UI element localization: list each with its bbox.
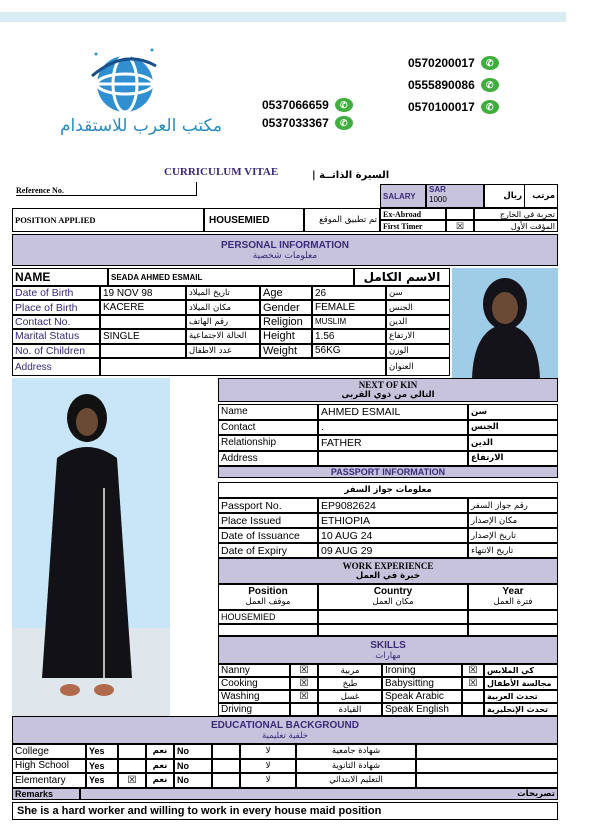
kin-value: FATHER (318, 435, 468, 451)
personal-label: Marital Status (12, 329, 100, 343)
kin-value (318, 451, 468, 467)
work-entry-empty (218, 624, 318, 636)
edu-yes-checkbox[interactable]: ☒ (118, 773, 146, 788)
skill-label-2: Speak Arabic (382, 690, 462, 703)
edu-yes-label: Yes (86, 773, 118, 788)
work-col-year (468, 584, 558, 610)
salary-label-ar: ريال (484, 184, 524, 208)
edu-no-checkbox[interactable] (212, 759, 240, 774)
personal-label: Date of Birth (12, 286, 100, 300)
passport-label: Passport No. (218, 498, 318, 513)
skills-title-ar: مهارات (375, 650, 401, 661)
work-entry-year (468, 610, 558, 624)
edu-yes-label: Yes (86, 744, 118, 759)
personal-label-2: Height (260, 329, 312, 343)
skills-title: SKILLS (370, 639, 406, 651)
work-col-position (218, 584, 318, 610)
remarks-label-ar: تصريحات (80, 788, 558, 800)
passport-value: ETHIOPIA (318, 513, 468, 528)
skill-checkbox-2[interactable] (462, 703, 484, 716)
edu-level-ar: شهادة الثانوية (296, 759, 416, 774)
passport-label-ar: رقم جواز السفر (468, 498, 558, 513)
skill-checkbox[interactable]: ☒ (290, 690, 318, 703)
skill-checkbox[interactable] (290, 703, 318, 716)
kin-title: NEXT OF KIN (358, 380, 418, 390)
first-timer-check[interactable]: ☒ (446, 220, 474, 232)
globe-logo-icon (90, 46, 160, 116)
skill-checkbox[interactable]: ☒ (290, 677, 318, 690)
phone-number: 0537066659 (262, 98, 329, 112)
ex-abroad-check[interactable] (446, 208, 474, 220)
personal-label-ar: رقم الهاتف (186, 315, 260, 329)
edu-empty (416, 744, 558, 759)
edu-yes-checkbox[interactable] (118, 759, 146, 774)
personal-value-2: 26 (312, 286, 386, 300)
personal-label-ar: عدد الاطفال (186, 344, 260, 358)
personal-value-2: MUSLIM (312, 315, 386, 329)
work-col-country-label: Country (373, 586, 413, 597)
skill-checkbox[interactable]: ☒ (290, 664, 318, 677)
portrait-photo (452, 268, 558, 378)
work-col-position-ar: موقف العمل (245, 597, 291, 607)
address-value (100, 358, 386, 376)
work-col-country-ar: مكان العمل (372, 597, 414, 607)
work-col-position-label: Position (248, 586, 288, 597)
personal-label-ar-2: سن (386, 286, 450, 300)
personal-label-ar-2: الوزن (386, 344, 450, 358)
passport-label-ar: تاريخ الإصدار (468, 528, 558, 543)
first-timer-ar: المؤقت الأول (474, 220, 558, 232)
phones-left (262, 98, 353, 130)
work-title-ar: خبرة في العمل (355, 571, 421, 581)
personal-label-ar: تاريخ الميلاد (186, 286, 260, 300)
personal-label-ar-2: الارتفاع (386, 329, 450, 343)
skill-label-ar-2: تحدث الإنجليزية (484, 703, 558, 716)
salary-label: SALARY (380, 184, 426, 208)
skill-label-ar-2: كي الملابس (484, 664, 558, 677)
skill-label-2: Babysitting (382, 677, 462, 690)
edu-yes-ar: نعم (146, 744, 174, 759)
passport-value: EP9082624 (318, 498, 468, 513)
name-label-ar: الاسم الكامل (354, 268, 450, 286)
whatsapp-icon: ✆ (335, 116, 353, 130)
kin-label-ar: الجنس (468, 420, 558, 436)
top-banner (0, 12, 566, 22)
reference-label: Reference No. (16, 186, 196, 196)
edu-no-ar: لا (240, 773, 296, 788)
personal-info-header (12, 234, 558, 266)
edu-no-ar: لا (240, 759, 296, 774)
edu-no-label: No (174, 773, 212, 788)
personal-value: KACERE (100, 300, 186, 314)
personal-value-2: FEMALE (312, 300, 386, 314)
edu-no-label: No (174, 759, 212, 774)
kin-label: Address (218, 451, 318, 467)
whatsapp-icon: ✆ (481, 78, 499, 92)
skill-label-ar-2: تحدث العربية (484, 690, 558, 703)
edu-level-ar: شهادة جامعية (296, 744, 416, 759)
passport-label-ar: تاريخ الانتهاء (468, 543, 558, 558)
position-value: HOUSEMIED (204, 208, 304, 232)
personal-info-title-ar: معلومات شخصية (252, 250, 318, 261)
passport-label: Place Issued (218, 513, 318, 528)
skill-label-2: Speak English (382, 703, 462, 716)
education-title: EDUCATIONAL BACKGROUND (211, 719, 359, 731)
edu-empty (416, 759, 558, 774)
personal-label: Place of Birth (12, 300, 100, 314)
passport-label-ar: مكان الإصدار (468, 513, 558, 528)
phone-number: 0537033367 (262, 116, 329, 130)
full-body-photo (12, 378, 170, 716)
edu-level: High School (12, 759, 86, 774)
salary-currency: SAR (429, 185, 446, 194)
passport-header: PASSPORT INFORMATION (218, 466, 558, 478)
work-col-year-ar: فترة العمل (493, 597, 533, 607)
whatsapp-icon: ✆ (335, 98, 353, 112)
personal-label-ar: مكان الميلاد (186, 300, 260, 314)
kin-label: Relationship (218, 435, 318, 451)
edu-no-label: No (174, 744, 212, 759)
skill-label: Washing (218, 690, 290, 703)
edu-no-checkbox[interactable] (212, 773, 240, 788)
position-label-ar: تم تطبيق الموقع (304, 208, 380, 232)
personal-info-title: PERSONAL INFORMATION (221, 239, 349, 251)
passport-label: Date of Expiry (218, 543, 318, 558)
passport-title-ar: معلومات جواز السفر (218, 482, 558, 498)
work-entry-position: HOUSEMIED (218, 610, 318, 624)
work-col-country (318, 584, 468, 610)
skill-label: Cooking (218, 677, 290, 690)
cv-title: CURRICULUM VITAE (164, 166, 279, 178)
kin-label-ar: الدين (468, 435, 558, 451)
full-body-figure-icon (12, 378, 170, 716)
skill-checkbox-2[interactable] (462, 690, 484, 703)
education-title-ar: خلفية تعليمية (261, 730, 309, 741)
personal-label-ar-2: الجنس (386, 300, 450, 314)
salary-label-ar2: مرتب (524, 184, 558, 208)
phone-number: 0555890086 (408, 78, 475, 92)
edu-yes-ar: نعم (146, 773, 174, 788)
personal-value (100, 344, 186, 358)
remarks-label: Remarks (12, 788, 80, 800)
salary-amount: 1000 (429, 195, 447, 204)
skill-label: Driving (218, 703, 290, 716)
kin-label: Name (218, 404, 318, 420)
personal-value (100, 315, 186, 329)
personal-label-2: Weight (260, 344, 312, 358)
skill-label-ar: مربية (318, 664, 382, 677)
phones-right (408, 56, 499, 114)
remarks-text: She is a hard worker and willing to work in every house maid position (12, 802, 558, 820)
name-label: NAME (12, 268, 108, 286)
skill-label-2: Ironing (382, 664, 462, 677)
work-entry-country (318, 610, 468, 624)
ex-abroad-label: Ex-Abroad (380, 208, 446, 220)
work-title: WORK EXPERIENCE (342, 561, 434, 571)
personal-label-2: Religion (260, 315, 312, 329)
education-header (12, 716, 558, 744)
skill-checkbox-2[interactable]: ☒ (462, 677, 484, 690)
position-label: POSITION APPLIED (12, 208, 204, 232)
personal-value: 19 NOV 98 (100, 286, 186, 300)
kin-label: Contact (218, 420, 318, 436)
personal-label-ar-2: الدين (386, 315, 450, 329)
portrait-figure-icon (452, 268, 558, 378)
kin-value: AHMED ESMAIL (318, 404, 468, 420)
personal-label-2: Gender (260, 300, 312, 314)
divider (196, 182, 197, 196)
work-header (218, 558, 558, 584)
personal-value-2: 56KG (312, 344, 386, 358)
personal-label-ar: الحالة الاجتماعية (186, 329, 260, 343)
personal-label-2: Age (260, 286, 312, 300)
ex-abroad-ar: تجربة في الخارج (474, 208, 558, 220)
personal-label: Contact No. (12, 315, 100, 329)
skill-label-ar: غسل (318, 690, 382, 703)
kin-label-ar: سن (468, 404, 558, 420)
address-label: Address (12, 358, 100, 376)
kin-title-ar: التالي من ذوي القربى (341, 390, 435, 400)
edu-level: College (12, 744, 86, 759)
salary-value (426, 184, 484, 208)
phone-number: 0570100017 (408, 100, 475, 114)
logo-text: مكتب العرب للاستقدام (59, 116, 223, 136)
edu-level: Elementary (12, 773, 86, 788)
work-entry-empty (318, 624, 468, 636)
passport-label: Date of Issuance (218, 528, 318, 543)
edu-yes-ar: نعم (146, 759, 174, 774)
phone-number: 0570200017 (408, 56, 475, 70)
name-value: SEADA AHMED ESMAIL (108, 268, 354, 286)
passport-value: 10 AUG 24 (318, 528, 468, 543)
skill-label-ar: القيادة (318, 703, 382, 716)
skills-header (218, 636, 558, 664)
whatsapp-icon: ✆ (481, 56, 499, 70)
skill-checkbox-2[interactable]: ☒ (462, 664, 484, 677)
edu-level-ar: التعليم الابتدائي (296, 773, 416, 788)
passport-value: 09 AUG 29 (318, 543, 468, 558)
cv-title-ar: السيرة الذاتــة | (312, 170, 390, 181)
edu-no-ar: لا (240, 744, 296, 759)
personal-label: No. of Children (12, 344, 100, 358)
first-timer-label: First Timer (380, 220, 446, 232)
personal-value: SINGLE (100, 329, 186, 343)
skill-label-ar: طبخ (318, 677, 382, 690)
personal-value-2: 1.56 (312, 329, 386, 343)
edu-no-checkbox[interactable] (212, 744, 240, 759)
edu-empty (416, 773, 558, 788)
work-col-year-label: Year (502, 586, 524, 597)
kin-header (218, 378, 558, 402)
kin-label-ar: الارتفاع (468, 451, 558, 467)
edu-yes-checkbox[interactable] (118, 744, 146, 759)
whatsapp-icon: ✆ (481, 100, 499, 114)
skill-label: Nanny (218, 664, 290, 677)
address-label-ar: العنوان (386, 358, 450, 376)
kin-value: . (318, 420, 468, 436)
work-entry-empty (468, 624, 558, 636)
skill-label-ar-2: مجالسة الأطفال (484, 677, 558, 690)
edu-yes-label: Yes (86, 759, 118, 774)
